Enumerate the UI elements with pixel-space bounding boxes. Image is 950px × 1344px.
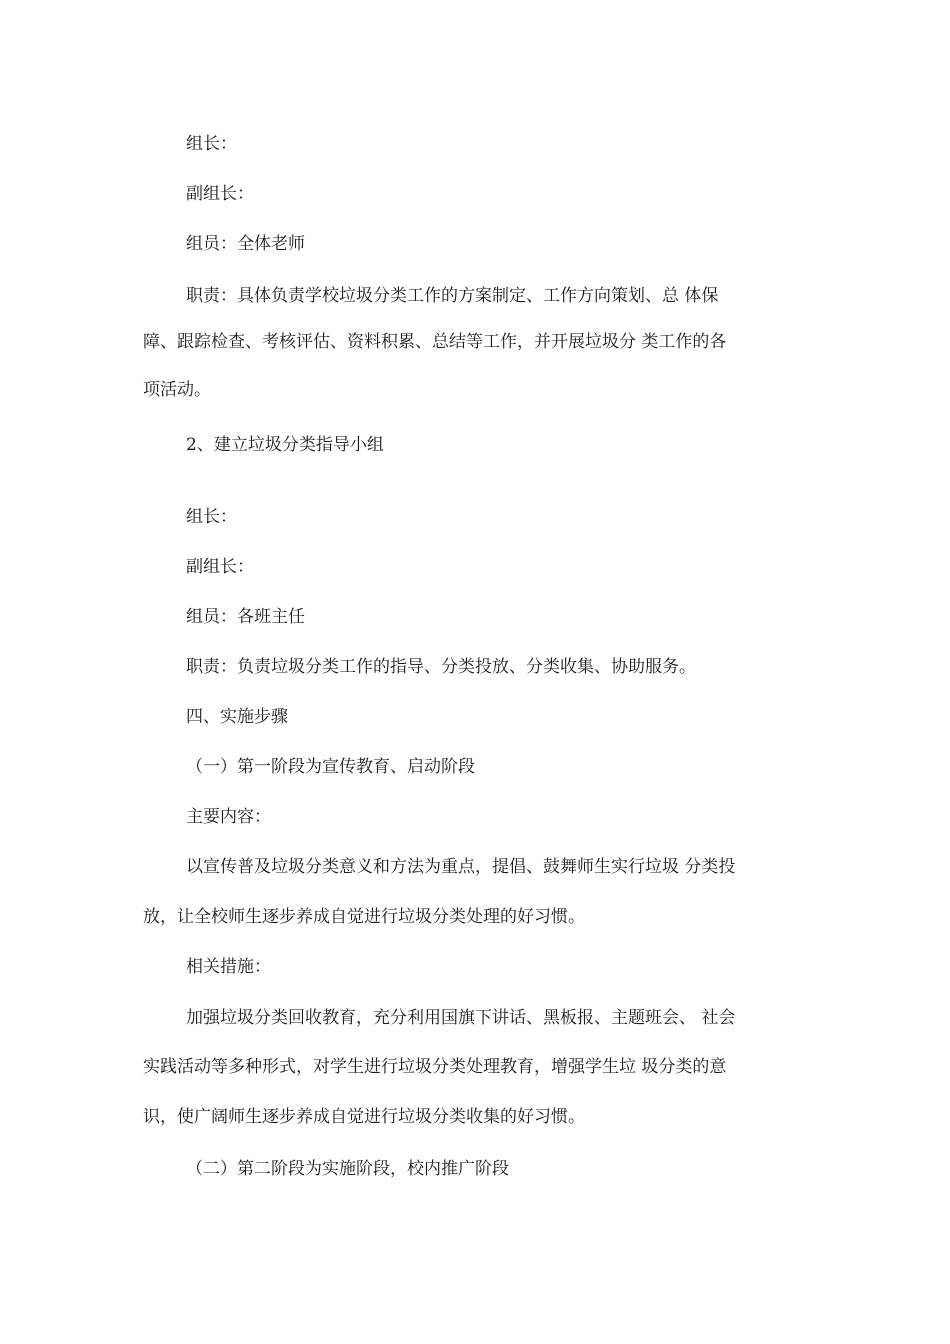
measures-paragraph-line-2: 实践活动等多种形式，对学生进行垃圾分类处理教育，增强学生垃 圾分类的意 [143, 1057, 727, 1077]
duty-paragraph-line-1: 职责：具体负责学校垃圾分类工作的方案制定、工作方向策划、总 体保 [186, 286, 719, 306]
section-heading: 2、建立垃圾分类指导小组 [186, 435, 384, 455]
deputy-leader-line-2: 副组长： [186, 557, 254, 577]
duty-paragraph-line-2: 障、跟踪检查、考核评估、资料积累、总结等工作，并开展垃圾分 类工作的各 [143, 332, 727, 352]
leader-line: 组长： [186, 134, 237, 154]
measures-label: 相关措施： [186, 957, 271, 977]
deputy-leader-line: 副组长： [186, 184, 254, 204]
main-content-label: 主要内容： [186, 807, 271, 827]
content-paragraph-line-1: 以宣传普及垃圾分类意义和方法为重点，提倡、鼓舞师生实行垃圾 分类投 [186, 857, 736, 877]
leader-line-2: 组长： [186, 507, 237, 527]
measures-paragraph-line-3: 识，使广阔师生逐步养成自觉进行垃圾分类收集的好习惯。 [143, 1107, 585, 1127]
members-line-2: 组员：各班主任 [186, 607, 305, 627]
duty-line-2: 职责：负责垃圾分类工作的指导、分类投放、分类收集、协助服务。 [186, 657, 696, 677]
content-paragraph-line-2: 放，让全校师生逐步养成自觉进行垃圾分类处理的好习惯。 [143, 907, 585, 927]
measures-paragraph-line-1: 加强垃圾分类回收教育，充分利用国旗下讲话、黑板报、主题班会、 社会 [186, 1008, 736, 1028]
phase-two-heading: （二）第二阶段为实施阶段，校内推广阶段 [186, 1159, 509, 1179]
members-line: 组员：全体老师 [186, 234, 305, 254]
duty-paragraph-line-3: 项活动。 [143, 380, 211, 400]
steps-heading: 四、实施步骤 [186, 707, 288, 727]
phase-one-heading: （一）第一阶段为宣传教育、启动阶段 [186, 757, 475, 777]
